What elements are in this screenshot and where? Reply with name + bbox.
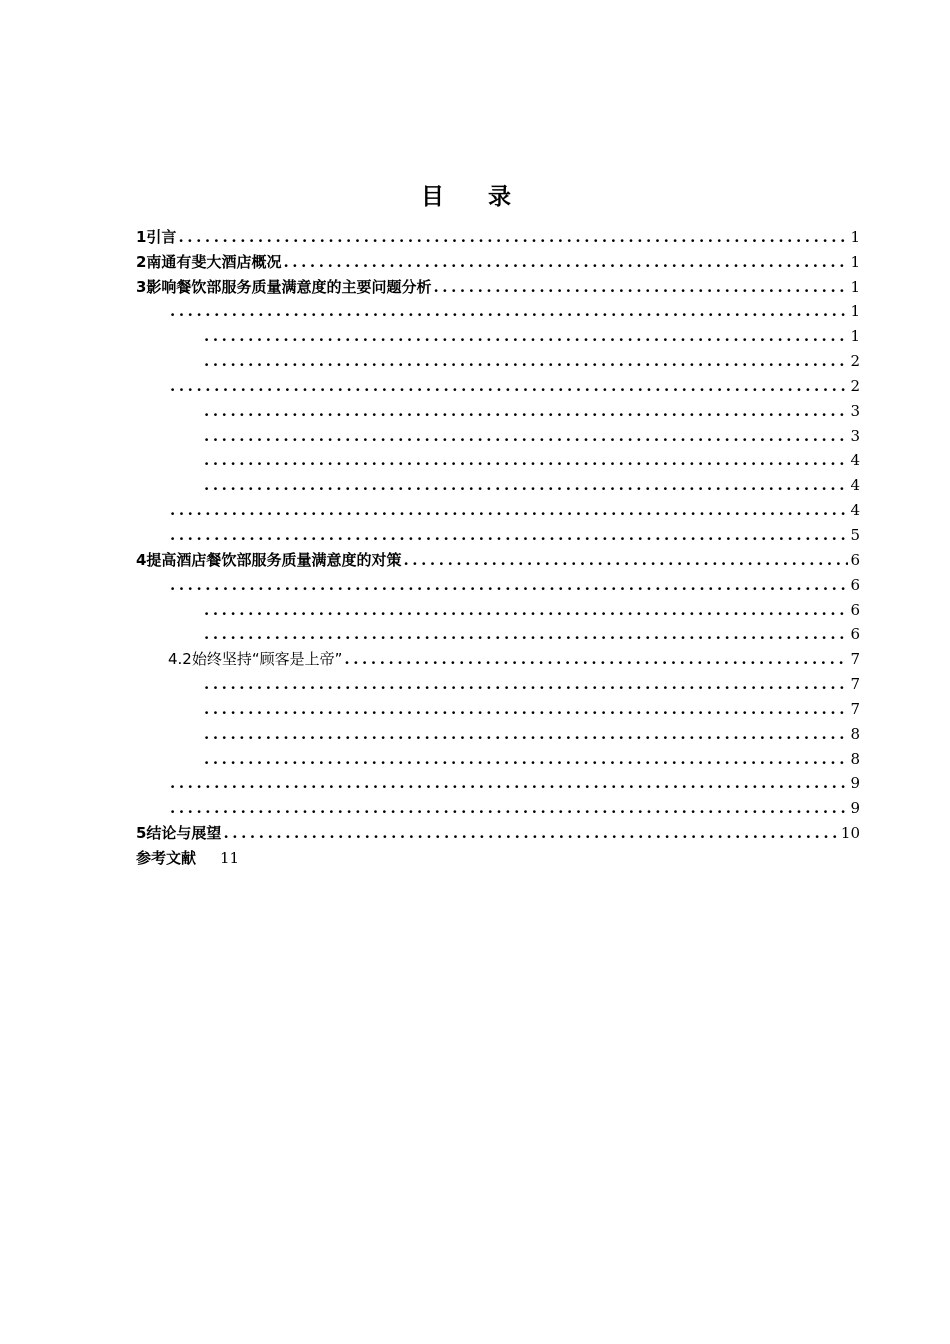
toc-entry-page: 5 [850,525,860,544]
toc-entry[interactable] [136,321,860,346]
toc-entry[interactable] [136,421,860,446]
dot-leader [168,773,848,793]
toc-entry[interactable] [136,396,860,421]
toc-entry-label: 参考文献 [136,848,197,867]
toc-entry[interactable] [136,247,860,272]
toc-entry[interactable] [136,793,860,818]
toc-entry[interactable] [136,371,860,396]
toc-entry[interactable] [136,570,860,595]
dot-leader [202,351,848,371]
toc-entry-page: 11 [220,848,240,867]
dot-leader [168,525,848,545]
toc-entry[interactable] [136,272,860,297]
dot-leader [168,376,848,396]
dot-leader [202,699,848,719]
dot-leader [202,749,848,769]
dot-leader [202,600,848,620]
toc-entry-label: 2南通有斐大酒店概况 [136,252,282,271]
toc-entry-page: 6 [850,600,860,619]
toc-entry[interactable] [136,222,860,247]
toc-entry-page: 9 [850,774,860,793]
toc-entry-page: 2 [850,376,860,395]
dot-leader [168,575,848,595]
toc-entry-label: 1引言 [136,227,177,246]
toc-entry[interactable] [136,744,860,769]
toc-entry[interactable] [136,595,860,620]
dot-leader [221,823,838,843]
dot-leader [202,475,848,495]
toc-entry[interactable] [136,843,860,868]
toc-entry-page: 8 [850,724,860,743]
toc-entry-page: 1 [850,327,860,346]
toc-entry-page: 6 [850,575,860,594]
dot-leader [281,252,848,272]
toc-entry[interactable] [136,644,860,669]
dot-leader [168,500,848,520]
toc-entry[interactable] [136,495,860,520]
toc-entry-page: 1 [850,227,860,246]
toc-entry-page: 4 [850,501,860,520]
dot-leader [342,649,848,669]
dot-leader [202,450,848,470]
toc-entry-label: 4.2始终坚持“顾客是上帝” [168,650,343,669]
dot-leader [431,277,848,297]
toc-entry-page: 9 [850,799,860,818]
toc-entry-label: 5结论与展望 [136,824,222,843]
page-title: 目 录 [420,184,529,210]
toc-entry-page: 4 [850,451,860,470]
toc-entry-page: 8 [850,749,860,768]
toc-entry-page: 2 [850,352,860,371]
dot-leader [202,401,848,421]
toc-entry[interactable] [136,620,860,645]
dot-leader [401,550,848,570]
table-of-contents [136,222,860,868]
toc-entry[interactable] [136,446,860,471]
toc-entry[interactable] [136,694,860,719]
toc-entry-page: 7 [850,699,860,718]
toc-entry[interactable] [136,520,860,545]
toc-entry-page: 6 [850,550,860,569]
dot-leader [168,798,848,818]
toc-entry-label: 3影响餐饮部服务质量满意度的主要问题分析 [136,277,432,296]
toc-entry-page: 1 [850,252,860,271]
toc-entry-page: 7 [850,650,860,669]
dot-leader [202,326,848,346]
toc-entry-page: 4 [850,476,860,495]
dot-leader [202,674,848,694]
toc-entry[interactable] [136,297,860,322]
toc-entry-page: 6 [850,625,860,644]
dot-leader [202,426,848,446]
toc-entry[interactable] [136,470,860,495]
toc-entry-page: 3 [850,426,860,445]
toc-entry-page: 1 [850,277,860,296]
toc-entry-page: 7 [850,675,860,694]
toc-entry-label: 4提高酒店餐饮部服务质量满意度的对策 [136,550,402,569]
toc-entry-page: 3 [850,401,860,420]
toc-entry[interactable] [136,669,860,694]
dot-leader [202,724,848,744]
dot-leader [168,301,848,321]
toc-entry-page: 1 [850,302,860,321]
dot-leader [176,227,848,247]
toc-entry[interactable] [136,346,860,371]
toc-entry[interactable] [136,769,860,794]
toc-entry[interactable] [136,818,860,843]
toc-entry[interactable] [136,545,860,570]
toc-entry-page: 10 [840,824,860,843]
toc-entry[interactable] [136,719,860,744]
dot-leader [202,624,848,644]
